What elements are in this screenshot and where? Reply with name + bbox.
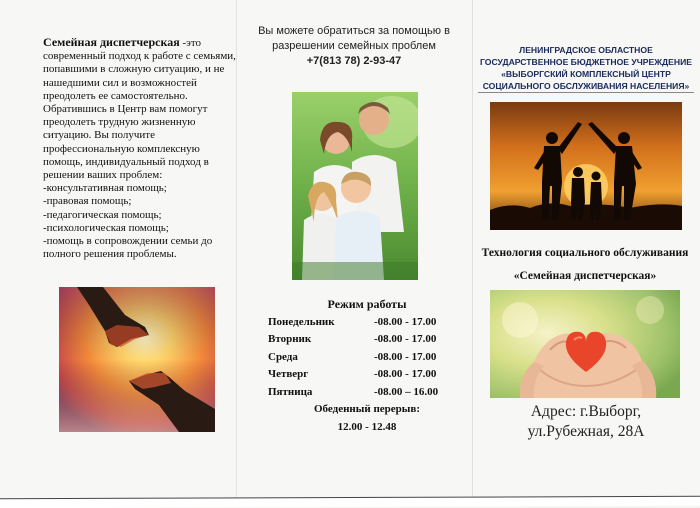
intro-line: преодолеть трудную жизненную [43,116,196,129]
heart-in-hands-photo [490,290,680,398]
schedule-row [262,314,472,332]
schedule-hours: -08.00 - 17.00 [374,350,437,363]
intro-line: -помощь в сопровождении семьи до [43,235,213,248]
intro-line: Обратившись в Центр вам помогут [43,103,208,116]
intro-line: профессиональную комплексную [43,142,200,155]
address [478,402,694,442]
help-contact [256,24,452,69]
intro-line: полного решения проблемы. [43,248,177,261]
organization-name [478,44,694,92]
intro-line: помощь, индивидуальный подход в [43,155,209,168]
schedule-day: Четверг [268,368,309,380]
schedule-hours: -08.00 - 17.00 [374,333,437,345]
schedule-hours: -08.00 - 17.00 [374,315,437,328]
schedule-title: Режим работы [327,297,407,311]
intro-line: -педагогическая помощь; [43,208,162,221]
schedule-hours: -08.00 - 17.00 [374,368,437,380]
lunch-label: Обеденный перерыв: [314,403,420,415]
intro-line: -это [179,37,202,49]
schedule-day: Вторник [268,333,312,345]
tech-line: «Семейная диспетчерская» [513,270,657,282]
org-line: СОЦИАЛЬНОГО ОБСЛУЖИВАНИЯ НАСЕЛЕНИЯ» [482,81,690,91]
address-line: Адрес: г.Выборг, [530,403,642,420]
help-text-line: разрешении семейных проблем [272,40,436,52]
schedule-day: Понедельник [268,315,335,328]
intro-line: решении ваших проблем: [43,169,163,182]
org-line: «ВЫБОРГСКИЙ КОМПЛЕКСНЫЙ ЦЕНТР [501,69,671,79]
intro-line: ситуацию. Вы получите [43,129,155,142]
org-line: ЛЕНИНГРАДСКОЕ ОБЛАСТНОЕ [519,45,653,55]
divider [478,92,694,93]
scan-edge [0,496,700,508]
schedule-hours: -08.00 – 16.00 [374,385,439,398]
intro-line: -психологическая помощь; [43,221,169,234]
fold-line [236,0,237,506]
working-hours [262,296,472,436]
fold-line [472,0,473,506]
technology-heading [475,242,695,288]
intro-line: нашедшими сил и возможностей [43,76,197,89]
schedule-row [262,331,472,349]
family-silhouette-photo [490,102,682,230]
intro-line: -консультативная помощь; [43,182,167,195]
intro-title: Семейная диспетчерская [43,35,180,49]
intro-line: попавшими в сложную ситуацию, и не [43,63,225,76]
family-photo [292,92,418,280]
reaching-hands-photo [59,287,215,432]
intro-line: современный подход к работе с семьями, [43,50,236,63]
intro-text [43,35,236,261]
schedule-day: Пятница [268,385,313,398]
address-line: ул.Рубежная, 28А [527,423,645,440]
schedule-day: Среда [268,350,298,363]
tech-line: Технология социального обслуживания [481,247,689,259]
schedule-row [262,384,472,402]
org-line: ГОСУДАРСТВЕННОЕ БЮДЖЕТНОЕ УЧРЕЖДЕНИЕ [480,57,692,67]
intro-line: -правовая помощь; [43,195,132,208]
intro-line: преодолеть ее самостоятельно. [43,89,188,102]
help-text-line: Вы можете обратиться за помощью в [258,25,450,37]
lunch-hours: 12.00 - 12.48 [337,420,397,433]
schedule-row [262,349,472,367]
phone-number: +7(813 78) 2-93-47 [306,55,402,67]
schedule-row [262,366,472,384]
